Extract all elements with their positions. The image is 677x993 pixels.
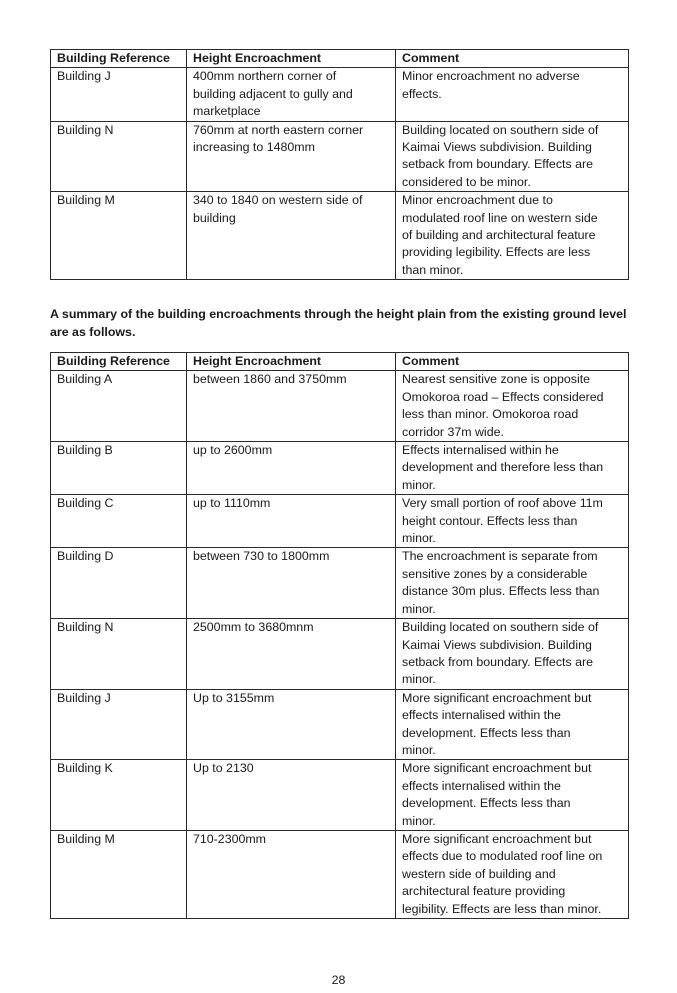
- comment-cell: More significant encroachment but effects internalised within the development. Effects less than minor.: [396, 760, 629, 831]
- comment-cell: Effects internalised within he development and therefore less than minor.: [396, 442, 629, 495]
- building-reference-cell: Building K: [51, 760, 187, 831]
- height-encroachment-cell: 710-2300mm: [187, 830, 396, 918]
- building-reference-cell: Building C: [51, 495, 187, 548]
- building-reference-cell: Building N: [51, 619, 187, 690]
- height-encroachment-cell: between 1860 and 3750mm: [187, 371, 396, 442]
- building-reference-cell: Building M: [51, 830, 187, 918]
- header-comment: Comment: [396, 353, 629, 371]
- height-encroachment-cell: 2500mm to 3680mnm: [187, 619, 396, 690]
- table-row: [51, 760, 629, 831]
- table-row: [51, 442, 629, 495]
- table-row: [51, 121, 629, 192]
- height-encroachment-cell: up to 2600mm: [187, 442, 396, 495]
- encroachment-table-existing: [50, 49, 629, 280]
- table-row: [51, 192, 629, 280]
- table-header-row: [51, 50, 629, 68]
- table-row: [51, 619, 629, 690]
- comment-cell: Nearest sensitive zone is opposite Omokoroa road – Effects considered less than minor. Omokoroa road corridor 37m wide.: [396, 371, 629, 442]
- header-comment: Comment: [396, 50, 629, 68]
- building-reference-cell: Building B: [51, 442, 187, 495]
- building-reference-cell: Building J: [51, 689, 187, 760]
- table-row: [51, 548, 629, 619]
- comment-cell: Very small portion of roof above 11m height contour. Effects less than minor.: [396, 495, 629, 548]
- height-encroachment-cell: 760mm at north eastern corner increasing to 1480mm: [187, 121, 396, 192]
- height-encroachment-cell: Up to 3155mm: [187, 689, 396, 760]
- table-row: [51, 495, 629, 548]
- comment-cell: Building located on southern side of Kaimai Views subdivision. Building setback from boundary. Effects are considered to be minor.: [396, 121, 629, 192]
- height-encroachment-cell: 400mm northern corner of building adjacent to gully and marketplace: [187, 68, 396, 121]
- comment-cell: Minor encroachment no adverse effects.: [396, 68, 629, 121]
- comment-cell: Minor encroachment due to modulated roof line on western side of building and architectural feature providing legibility. Effects are less than minor.: [396, 192, 629, 280]
- header-height-encroachment: Height Encroachment: [187, 50, 396, 68]
- height-encroachment-cell: up to 1110mm: [187, 495, 396, 548]
- building-reference-cell: Building N: [51, 121, 187, 192]
- building-reference-cell: Building A: [51, 371, 187, 442]
- building-reference-cell: Building D: [51, 548, 187, 619]
- encroachment-table-summary: [50, 352, 629, 919]
- header-building-reference: Building Reference: [51, 50, 187, 68]
- building-reference-cell: Building M: [51, 192, 187, 280]
- comment-cell: More significant encroachment but effects due to modulated roof line on western side of building and architectural feature providing legibility. Effects are less than minor.: [396, 830, 629, 918]
- table-row: [51, 830, 629, 918]
- height-encroachment-cell: between 730 to 1800mm: [187, 548, 396, 619]
- comment-cell: Building located on southern side of Kaimai Views subdivision. Building setback from boundary. Effects are minor.: [396, 619, 629, 690]
- height-encroachment-cell: Up to 2130: [187, 760, 396, 831]
- table-row: [51, 371, 629, 442]
- comment-cell: More significant encroachment but effects internalised within the development. Effects less than minor.: [396, 689, 629, 760]
- page-number: 28: [331, 973, 346, 987]
- header-height-encroachment: Height Encroachment: [187, 353, 396, 371]
- comment-cell: The encroachment is separate from sensitive zones by a considerable distance 30m plus. Effects less than minor.: [396, 548, 629, 619]
- building-reference-cell: Building J: [51, 68, 187, 121]
- height-encroachment-cell: 340 to 1840 on western side of building: [187, 192, 396, 280]
- table-row: [51, 689, 629, 760]
- table-header-row: [51, 353, 629, 371]
- summary-paragraph: A summary of the building encroachments through the height plain from the existing ground level are as follows.: [50, 307, 627, 339]
- table-row: [51, 68, 629, 121]
- header-building-reference: Building Reference: [51, 353, 187, 371]
